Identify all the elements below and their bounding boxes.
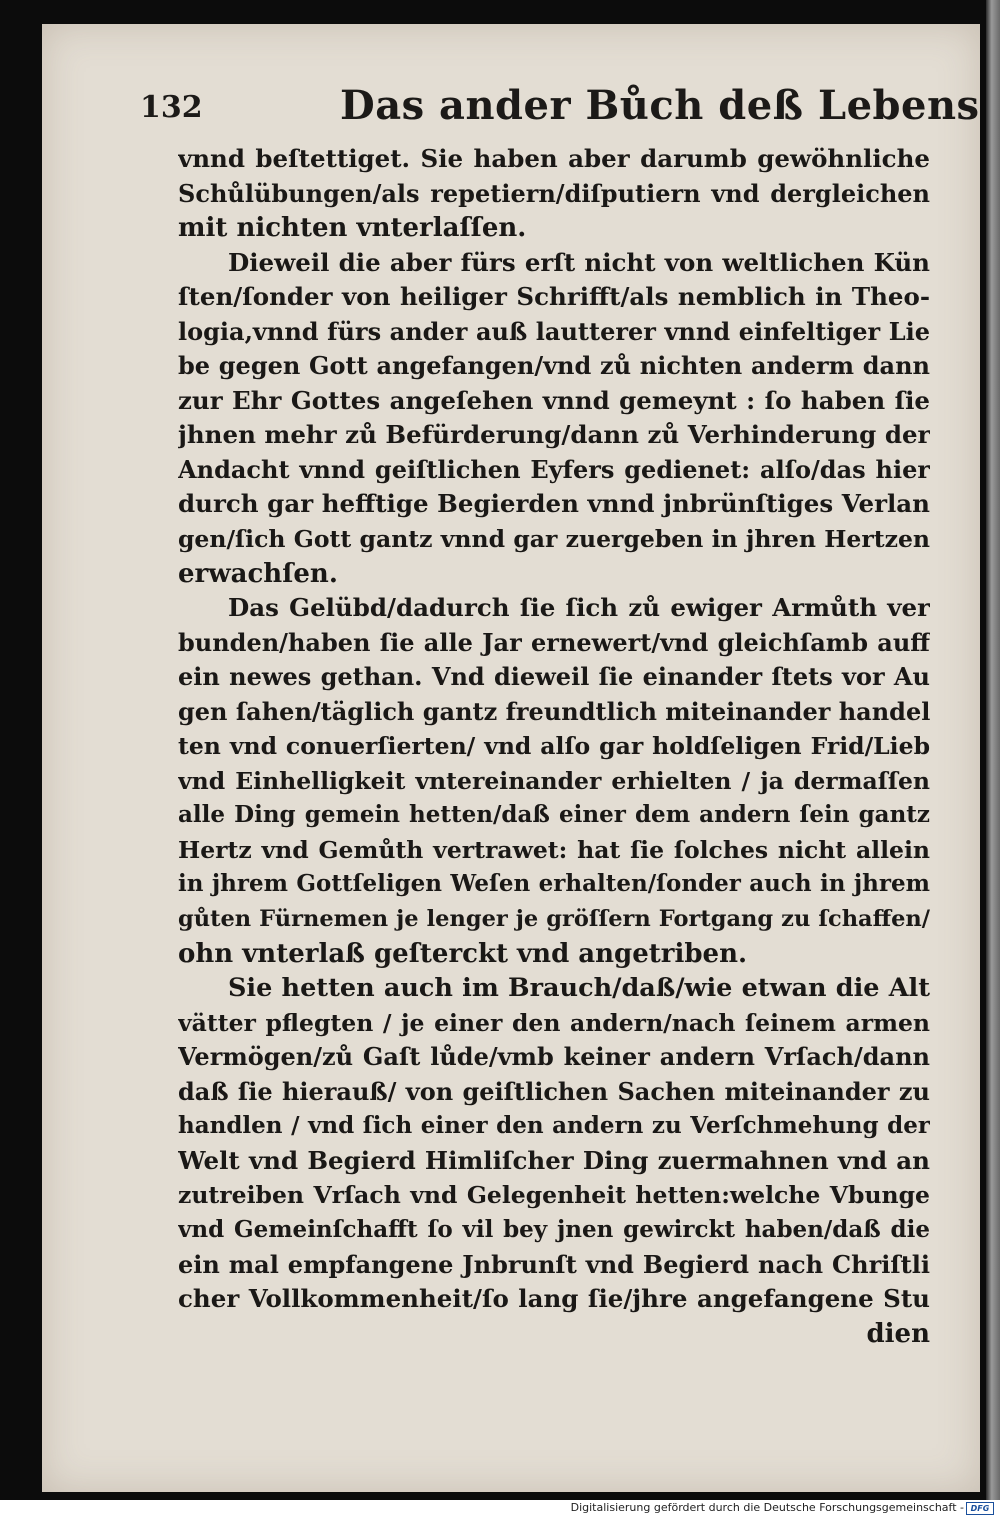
text-line: vätter pflegten / je einer den andern/nach ſeinem armen (178, 1008, 930, 1037)
text-line: ten vnd conuerſierten/ vnd alſo gar holdſeligen Frid/Lieb (178, 732, 930, 761)
page-header (140, 76, 980, 136)
text-line: gen ſahen/täglich gantz freundtlich miteinander handel (178, 696, 930, 726)
text-line: Sie hetten auch im Brauch/daß/wie etwan die Alt (228, 973, 930, 1004)
text-line: durch gar hefftige Begierden vnnd jnbrünſtiges Verlan (178, 489, 930, 519)
text-line: vnnd beſtettiget. Sie haben aber darumb gewöhnliche (178, 144, 930, 173)
text-line: gen/ſich Gott gantz vnnd gar zuergeben in jhren Hertzen (178, 525, 930, 554)
text-line: Das Gelübd/dadurch ſie ſich zů ewiger Armůth ver (228, 593, 930, 623)
text-line: zutreiben Vrſach vnd Gelegenheit hetten:welche Vbunge (178, 1181, 930, 1210)
text-line: mit nichten vnterlaſſen. (178, 213, 527, 244)
text-line: Schůlübungen/als repetiern/diſputiern vnd dergleichen (178, 178, 930, 208)
text-line: ein newes gethan. Vnd dieweil ſie einander ſtets vor Au (178, 662, 930, 692)
text-line: handlen / vnd ſich einer den andern zu Verſchmehung der (178, 1112, 930, 1140)
text-line: dien (866, 1318, 930, 1349)
text-line: daß ſie hierauß/ von geiſtlichen Sachen miteinander zu (178, 1076, 930, 1106)
text-line: Hertz vnd Gemůth vertrawet: hat ſie ſolches nicht allein (178, 835, 930, 864)
text-line: Vermögen/zů Gaſt lůde/vmb keiner andern Vrſach/dann (178, 1042, 930, 1072)
text-line: vnd Einhelligkeit vntereinander erhielten / ja dermaſſen (178, 766, 930, 795)
footer-credit: Digitalisierung gefördert durch die Deutsche Forschungsgemeinschaft - (570, 1501, 964, 1514)
page-number: 132 (140, 90, 203, 125)
text-line: ohn vnterlaß geſterckt vnd angetriben. (178, 938, 748, 969)
text-line: Welt vnd Begierd Himliſcher Ding zuermahnen vnd an (178, 1145, 930, 1175)
text-line: logia,vnnd fürs ander auß lautterer vnnd einfeltiger Lie (178, 316, 930, 346)
dfg-logo: DFG (966, 1502, 994, 1515)
text-line: cher Vollkommenheit/ſo lang ſie/jhre angefangene Stu (178, 1284, 930, 1314)
text-line: gůten Fürnemen je lenger je gröſſern Fortgang zu ſchaffen/ (178, 906, 930, 933)
text-line: be gegen Gott angefangen/vnd zů nichten anderm dann (178, 351, 930, 381)
text-line: in jhrem Gottſeligen Weſen erhalten/ſonder auch in jhrem (178, 870, 930, 898)
body-text (178, 142, 930, 1351)
running-head: Das ander Bůch deß Lebens (340, 82, 980, 129)
text-line: bunden/haben ſie alle Jar ernewert/vnd gleichſamb auff (178, 627, 930, 657)
text-line: Dieweil die aber fürs erſt nicht von weltlichen Kün (228, 247, 930, 277)
text-line: ſten/ſonder von heiliger Schrifft/als nemblich in Theo- (178, 282, 930, 312)
text-line: Andacht vnnd geiſtlichen Eyfers gedienet: alſo/das hier (178, 454, 930, 484)
text-line: vnd Gemeinſchafft ſo vil bey jnen gewirckt haben/daß die (178, 1215, 930, 1243)
text-line: erwachſen. (178, 558, 338, 589)
text-line: alle Ding gemein hetten/daß einer dem andern ſein gantz (178, 801, 930, 829)
text-line: zur Ehr Gottes angeſehen vnnd gemeynt : ſo haben ſie (178, 385, 930, 415)
footer (0, 1500, 1000, 1515)
scan-edge (986, 0, 1000, 1500)
text-line: jhnen mehr zů Befürderung/dann zů Verhinderung der (178, 420, 930, 450)
text-line: ein mal empfangene Jnbrunſt vnd Begierd nach Chriſtli (178, 1249, 930, 1279)
